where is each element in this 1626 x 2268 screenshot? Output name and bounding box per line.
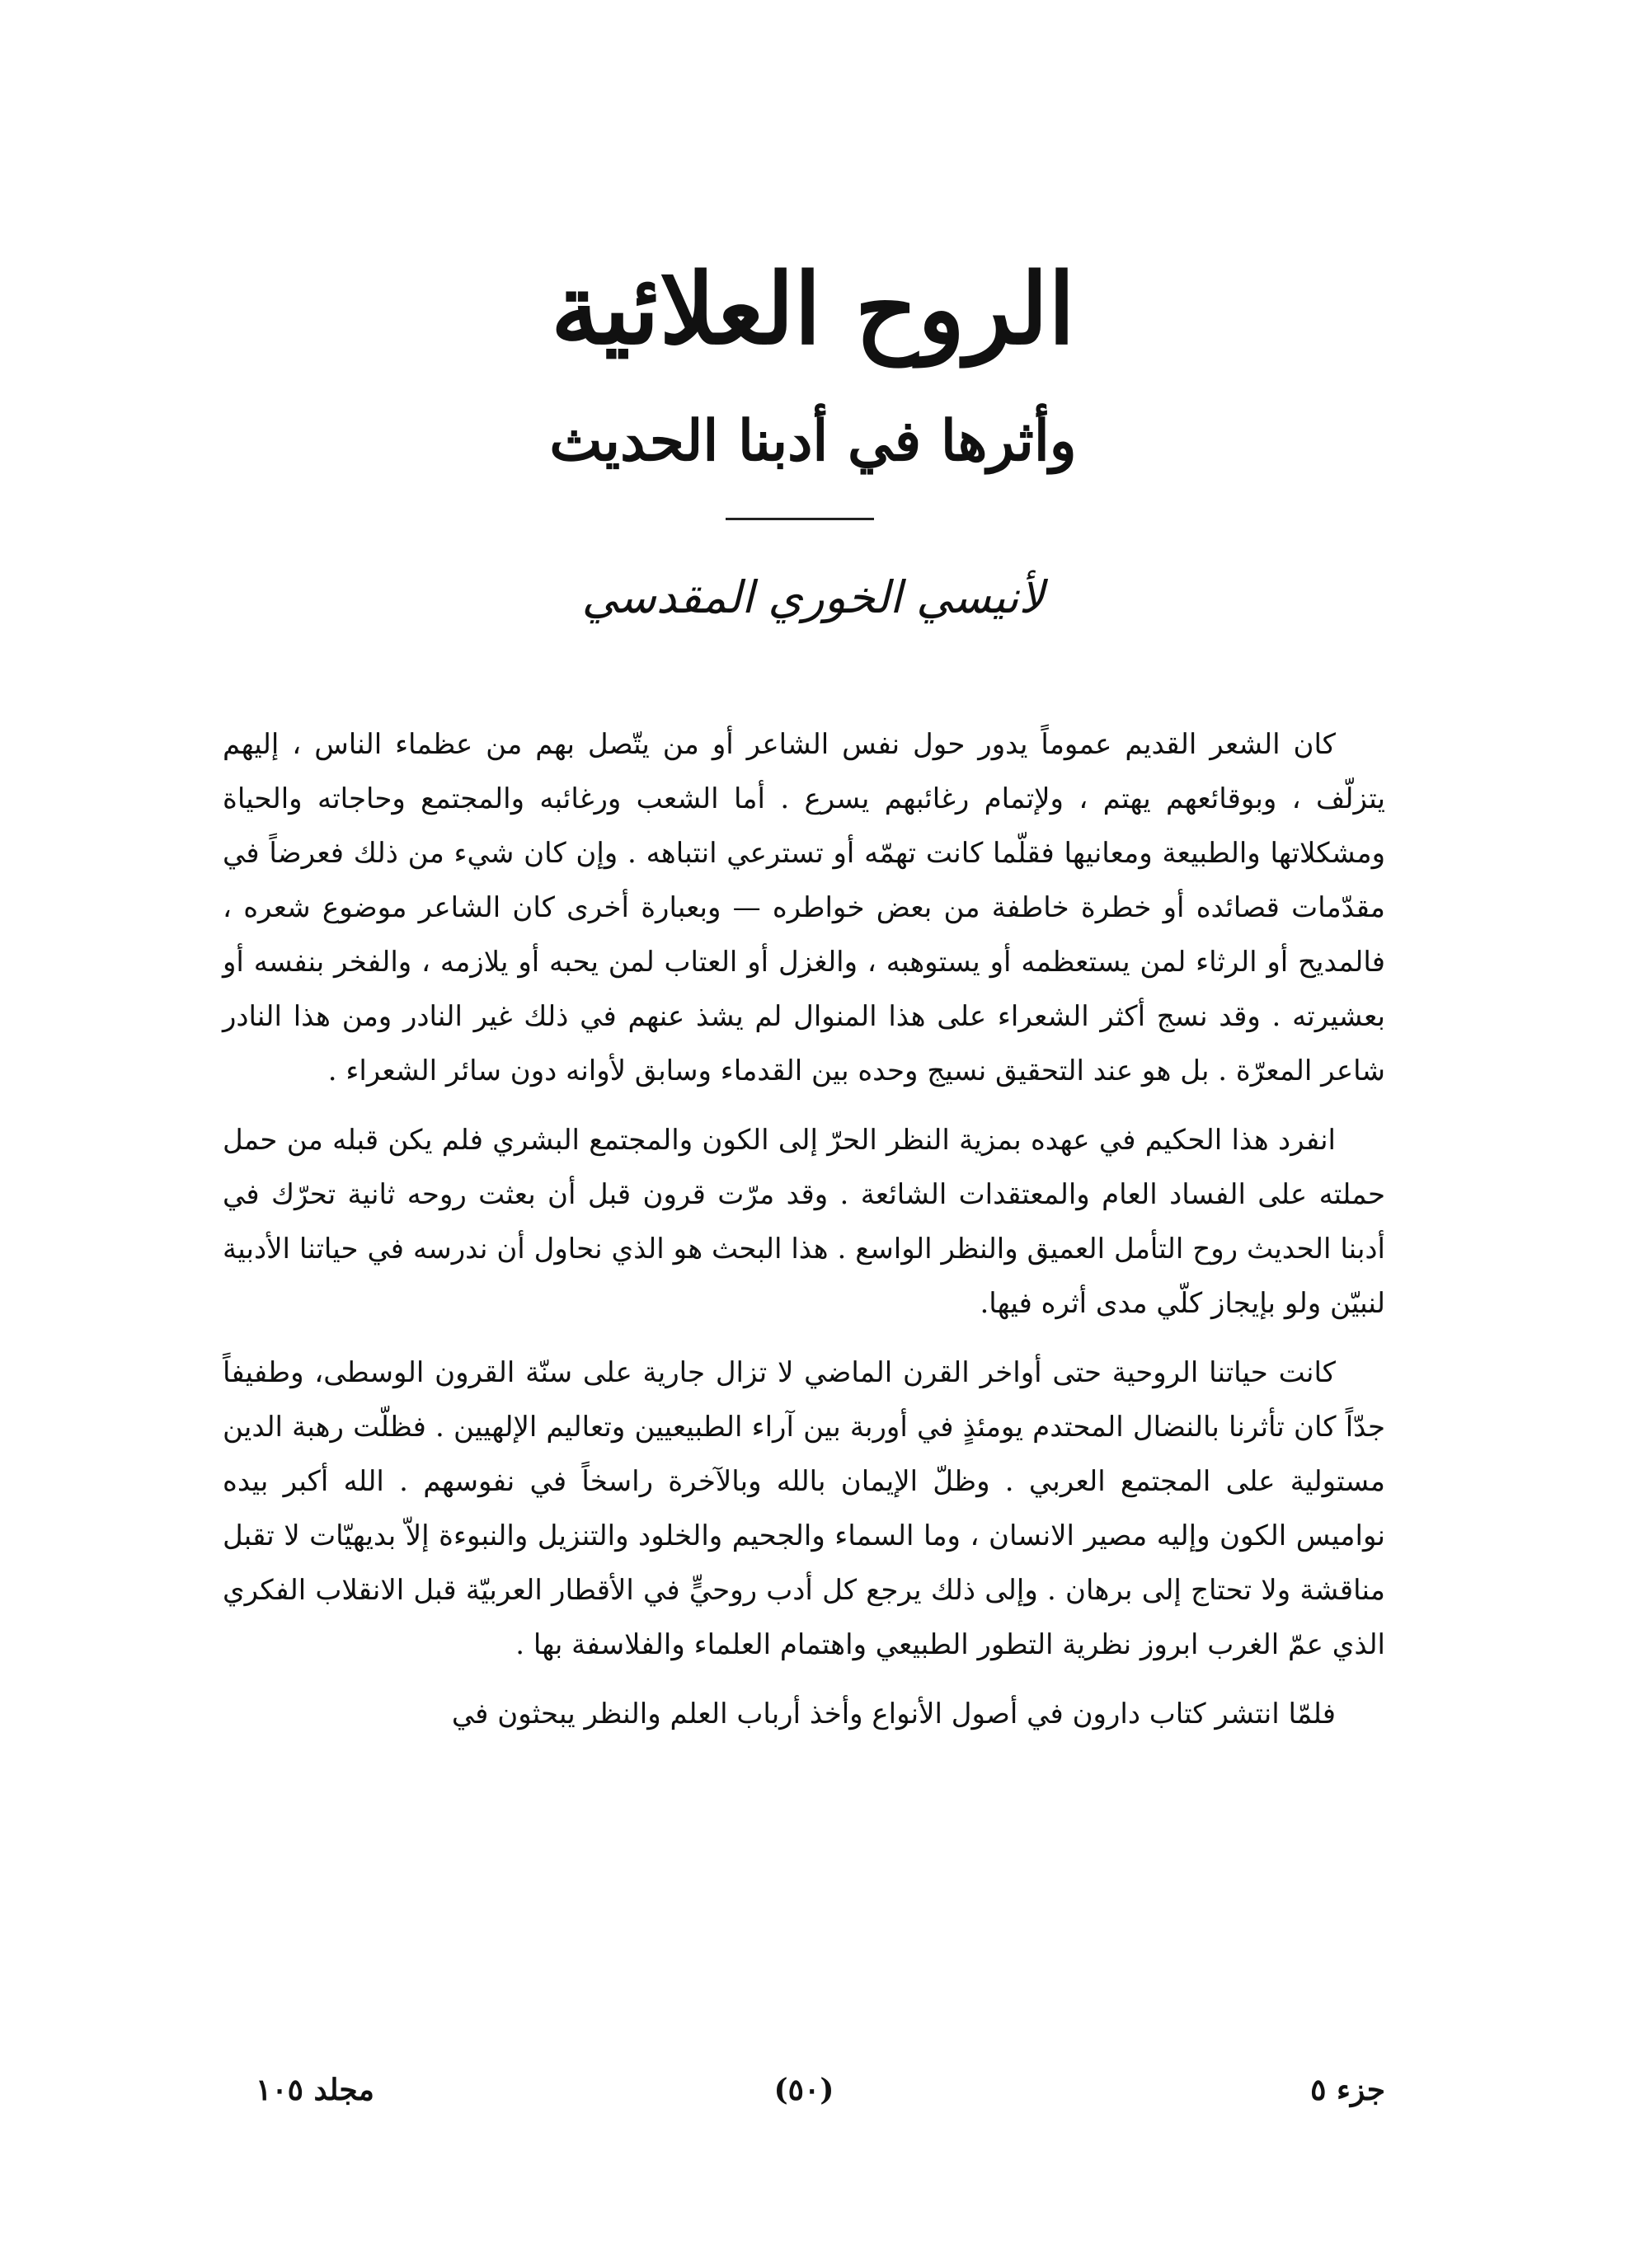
article-subtitle: وأثرها في أدبنا الحديث [549,408,1077,474]
article-body [223,717,1385,1756]
paragraph-4: فلمّا انتشر كتاب دارون في أصول الأنواع وأخذ أرباب العلم والنظر يبحثون في [451,1697,1336,1730]
footer-volume: مجلد ١٠٥ [256,2073,374,2107]
article-title: الروح العلائية [551,251,1075,366]
title-divider [726,518,874,520]
article-author: لأنيسي الخوري المقدسي [581,571,1045,623]
paragraph-2: انفرد هذا الحكيم في عهده بمزية النظر الحرّ إلى الكون والمجتمع البشري فلم يكن قبله من حمل حملته على الفساد العام والمعتقدات الشائعة . وقد مرّت قرون قبل أن بعثت روحه ثانية تحرّك في أدبنا الحديث روح التأمل العميق والنظر الواسع . هذا البحث هو الذي نحاول أن ندرسه في حياتنا الأدبية لنبيّن ولو بإيجاز كلّي مدى أثره فيها. [223,1124,1385,1320]
paragraph-1: كان الشعر القديم عموماً يدور حول نفس الشاعر أو من يتّصل بهم من عظماء الناس ، إليهم يتزلّف ، وبوقائعهم يهتم ، ولإتمام رغائبهم يسرع . أما الشعب ورغائبه والمجتمع وحاجاته والحياة ومشكلاتها والطبيعة ومعانيها فقلّما كانت تهمّه أو تسترعي انتباهه . وإن كان شيء من ذلك فعرضاً في مقدّمات قصائده أو خطرة خاطفة من بعض خواطره — وبعبارة أخرى كان الشاعر موضوع شعره ، فالمديح أو الرثاء لمن يستعظمه أو يستوهبه ، والغزل أو العتاب لمن يحبه أو يلازمه ، والفخر بنفسه أو بعشيرته . وقد نسج أكثر الشعراء على هذا المنوال لم يشذ عنهم في ذلك غير النادر ومن هذا النادر شاعر المعرّة . بل هو عند التحقيق نسيج وحده بين القدماء وسابق لأوانه دون سائر الشعراء . [223,728,1385,1087]
paragraph-3: كانت حياتنا الروحية حتى أواخر القرن الماضي لا تزال جارية على سنّة القرون الوسطى، وطفيفاً جدّاً كان تأثرنا بالنضال المحتدم يومئذٍ في أوربة بين آراء الطبيعيين وتعاليم الإلهيين . فظلّت رهبة الدين مستولية على المجتمع العربي . وظلّ الإيمان بالله وبالآخرة راسخاً في نفوسهم . الله أكبر بيده نواميس الكون وإليه مصير الانسان ، وما السماء والجحيم والخلود والتنزيل والنبوءة إلاّ بديهيّات لا تقبل مناقشة ولا تحتاج إلى برهان . وإلى ذلك يرجع كل أدب روحيٍّ في الأقطار العربيّة قبل الانقلاب الفكري الذي عمّ الغرب ابروز نظرية التطور الطبيعي واهتمام العلماء والفلاسفة بها . [223,1356,1385,1661]
page-footer [223,2065,1385,2115]
footer-part: جزء ٥ [1310,2073,1385,2107]
footer-page-number: (٥٠) [773,2073,834,2107]
